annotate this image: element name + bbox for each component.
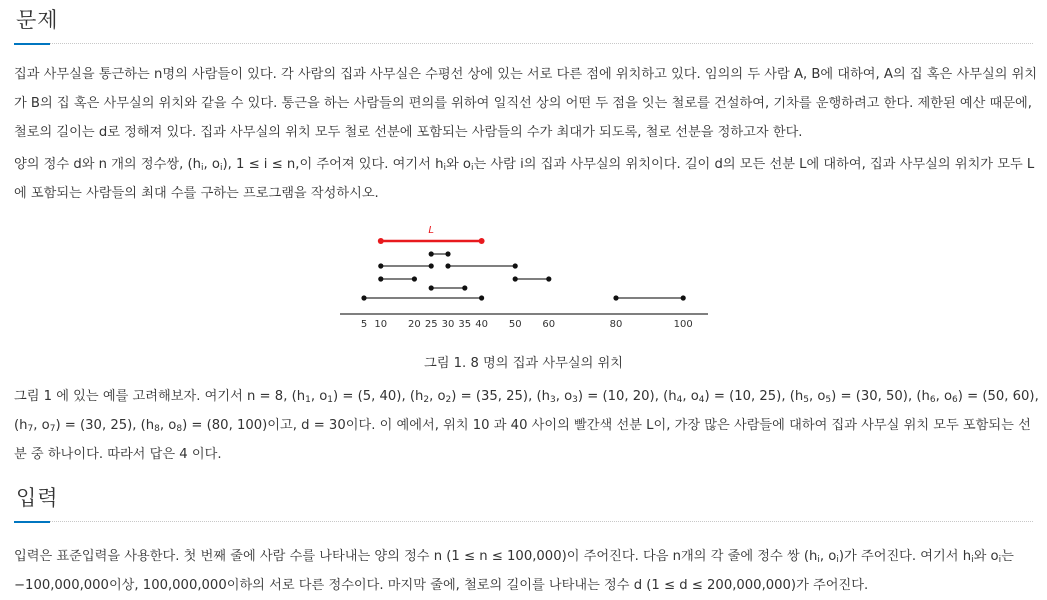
segment-endpoint [429, 251, 434, 256]
problem-paragraph-1: 집과 사무실을 통근하는 n명의 사람들이 있다. 각 사람의 집과 사무실은 수평선 상에 있는 서로 다른 점에 위치하고 있다. 임의의 두 사람 A, B에 대하여, A의 집 혹은 사무실의 위치가 B의 집 혹은 사무실의 위치와 같을 수 있다. 통근을 하는 사람들의 편의를 위하여 일직선 상의 어떤 두 점을 잇는 철로를 건설하여, 기차를 운행하려고 한다. 제한된 예산 때문에, 철로의 길이는 d로 정해져 있다. 집과 사무실의 위치 모두 철로 선분에 포함되는 사람들의 수가 최대가 되도록, 철로 선분을 정하고자 한다. [14, 67, 1038, 140]
segments-figure [0, 220, 1047, 330]
axis-tick-label: 80 [609, 319, 623, 330]
l-segment-endpoint [479, 238, 485, 244]
problem-paragraph-2: 양의 정수 d와 n 개의 정수쌍, ($h_i$, $o_i$), 1 ≤ i ≤ n,이 주어져 있다. 여기서 $h_i$와 $o_i$는 사람 i의 집과 사무실의 위치이다. 길이 d의 모든 선분 L에 대하여, 집과 사무실의 위치가 모두 L에 포함되는 사람들의 최대 수를 구하는 프로그램을 작성하시오. [14, 157, 1035, 201]
segment-endpoint [513, 276, 518, 281]
axis-tick-label: 50 [508, 319, 522, 330]
segment-endpoint [412, 276, 417, 281]
figure-caption: 그림 1. 8 명의 집과 사무실의 위치 [424, 356, 623, 371]
header-accent-bar [14, 521, 50, 523]
header-divider [14, 521, 1033, 522]
header-divider [14, 43, 1033, 44]
segment-endpoint [681, 295, 686, 300]
l-segment-endpoint [378, 238, 384, 244]
segment-endpoint [429, 263, 434, 268]
segment-endpoint [462, 285, 467, 290]
l-segment-label: L [428, 225, 434, 236]
segment-endpoint [479, 295, 484, 300]
segment-endpoint [445, 251, 450, 256]
segment-endpoint [546, 276, 551, 281]
axis-tick-label: 20 [408, 319, 421, 330]
axis-tick-label: 100 [673, 319, 693, 330]
input-heading: 입력 [16, 486, 59, 510]
axis-tick-label: 5 [360, 319, 368, 330]
problem-heading: 문제 [16, 8, 59, 32]
axis-tick-label: 25 [424, 319, 438, 330]
segment-endpoint [378, 263, 383, 268]
axis-tick-label: 35 [458, 319, 472, 330]
input-paragraph: 입력은 표준입력을 사용한다. 첫 번째 줄에 사람 수를 나타내는 양의 정수 n (1 ≤ n ≤ 100,000)이 주어진다. 다음 n개의 각 줄에 정수 쌍 ($h_i$, $o_i$)가 주어진다. 여기서 $h_i$와 $o_i$는 −100,000,000이상, 100,000,000이하의 서로 다른 정수이다. 마지막 줄에, 철로의 길이를 나타내는 정수 d (1 ≤ d ≤ 200,000,000)가 주어진다. [14, 549, 1014, 593]
segment-endpoint [378, 276, 383, 281]
input-section-header [14, 478, 1033, 522]
segment-endpoint [361, 295, 366, 300]
segment-endpoint [429, 285, 434, 290]
segment-endpoint [513, 263, 518, 268]
axis-tick-label: 60 [542, 319, 556, 330]
axis-tick-label: 30 [441, 319, 455, 330]
axis-tick-label: 40 [475, 319, 488, 330]
segment-endpoint [613, 295, 618, 300]
axis-tick-label: 10 [374, 319, 388, 330]
problem-paragraph-3: 그림 1 에 있는 예를 고려해보자. 여기서 n = 8, ($h_1$, $o_1) = (5$, 40), ($h_2$, $o_2) = (35$, 25), ($h_3$, $o_3) = (10$, 20), ($h_4$, $o_4) = (10$, 25), ($h_5$, $o_5) = (30$, 50), ($h_6$, $o_6) = (50$, 60), ($h_7$, $o_7) = (30$, 25), ($h_8$, $o_8) = (80$, 100)이고, d = 30이다. 이 예에서, 위치 10 과 40 사이의 빨간색 선분 L이, 가장 많은 사람들에 대하여 집과 사무실 위치 모두 포함되는 선분 중 하나이다. 따라서 답은 4 이다. [14, 389, 1039, 462]
problem-section-header [14, 0, 1033, 44]
header-accent-bar [14, 43, 50, 45]
segment-endpoint [445, 263, 450, 268]
